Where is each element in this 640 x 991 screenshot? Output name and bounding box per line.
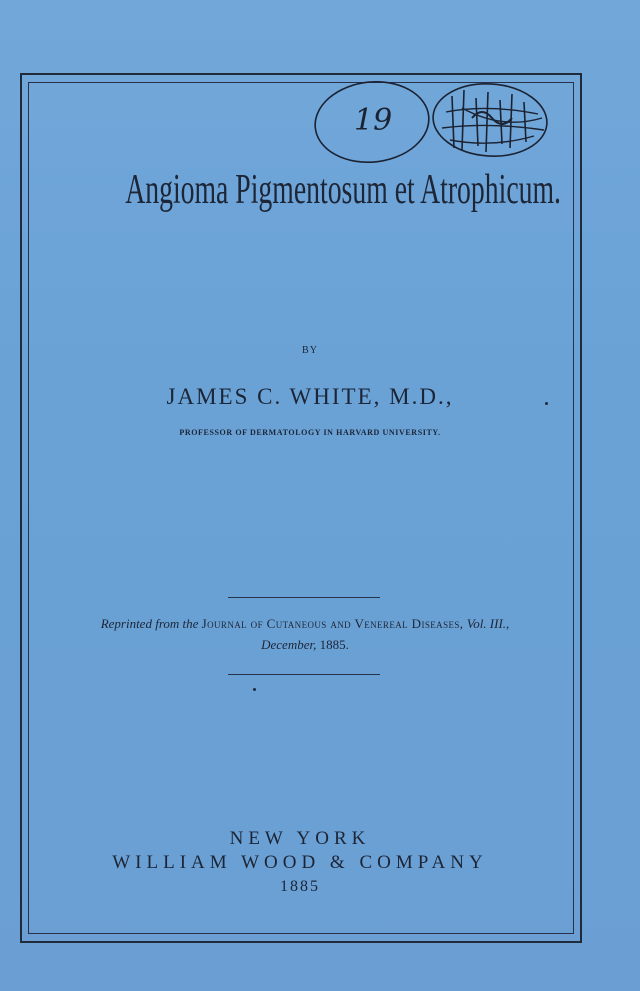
publication-year: 1885 <box>280 878 320 895</box>
handwritten-annotation <box>312 78 558 168</box>
author-name: JAMES C. WHITE, M.D., <box>166 384 454 409</box>
reprint-year: 1885. <box>319 637 349 652</box>
volume: Vol. III., <box>466 616 510 631</box>
by-label: BY <box>302 345 318 356</box>
reprint-line-2 <box>0 634 610 655</box>
reprint-note <box>0 613 610 655</box>
divider-top <box>228 597 380 598</box>
publisher-city: NEW YORK <box>229 828 371 849</box>
ink-speck <box>545 402 548 405</box>
document-title: Angioma Pigmentosum et Atrophicum. <box>125 167 561 213</box>
reprint-month: December, <box>261 637 317 652</box>
handwritten-number: 19 <box>354 103 393 138</box>
ink-speck <box>253 688 256 691</box>
author-affiliation: PROFESSOR OF DERMATOLOGY IN HARVARD UNIVERSITY. <box>179 428 441 437</box>
divider-bottom <box>228 674 380 675</box>
publisher-name: WILLIAM WOOD & COMPANY <box>112 852 488 873</box>
reprint-prefix: Reprinted from the <box>100 616 199 631</box>
reprint-line-1 <box>0 613 610 634</box>
journal-name: Journal of Cutaneous and Venereal Diseases, <box>201 616 464 631</box>
